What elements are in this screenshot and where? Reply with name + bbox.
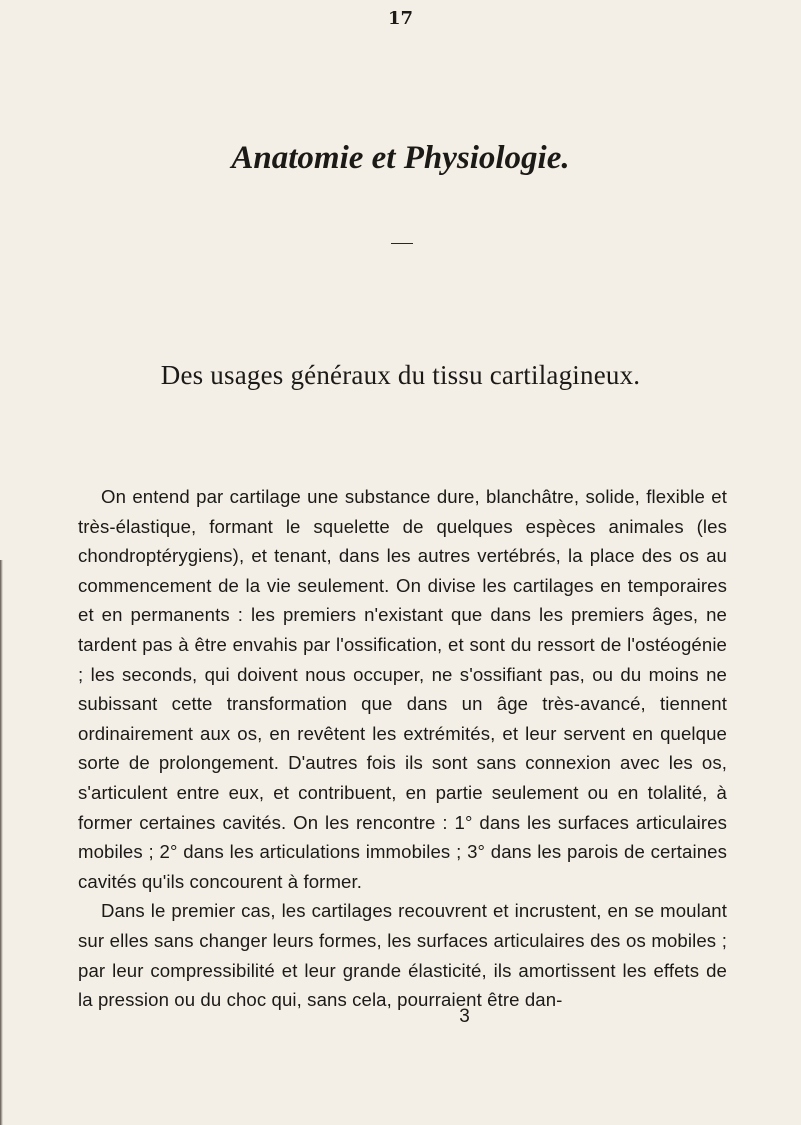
section-title: Anatomie et Physiologie.: [231, 140, 570, 176]
paragraph: [78, 896, 727, 1014]
page-edge-shadow: [0, 560, 3, 1125]
paragraph: [78, 482, 727, 896]
chapter-title: Des usages généraux du tissu cartilagineux.: [160, 360, 641, 390]
page-number: 17: [387, 8, 414, 29]
paragraph-text: On entend par cartilage une substance dure, blanchâtre, solide, flexible et très-élastique, formant le squelette de quelques espèces animales (les chondroptérygiens), et tenant, dans les autres vertébrés, la place des os au commencement de la vie seulement. On divise les cartilages en temporaires et en permanents : les premiers n'existant que dans les premiers âges, ne tardent pas à être envahis par l'ossification, et sont du ressort de l'ostéogénie ; les seconds, qui doivent nous occuper, ne s'ossifiant pas, ou du moins ne subissant cette transformation que dans un âge très-avancé, tiennent ordinairement aux os, en revêtent les extrémités, et leur servent en quelque sorte de prolongement. D'autres fois ils sont sans connexion avec les os, s'articulent entre eux, et contribuent, en partie seulement ou en tolalité, à former certaines cavités. On les rencontre : 1° dans les surfaces articulaires mobiles ; 2° dans les articulations immobiles ; 3° dans les parois de certaines cavités qu'ils concourent à former.: [78, 486, 727, 892]
title-divider: [391, 243, 413, 244]
paragraph-text: Dans le premier cas, les cartilages recouvrent et incrustent, en se moulant sur elles sans changer leurs formes, les surfaces articulaires des os mobiles ; par leur compressibilité et leur grande élasticité, ils amortissent les effets de la pression ou du choc qui, sans cela, pourraient être dan-: [78, 900, 727, 1011]
body-text: [78, 482, 727, 1015]
signature-mark: 3: [459, 1006, 470, 1027]
